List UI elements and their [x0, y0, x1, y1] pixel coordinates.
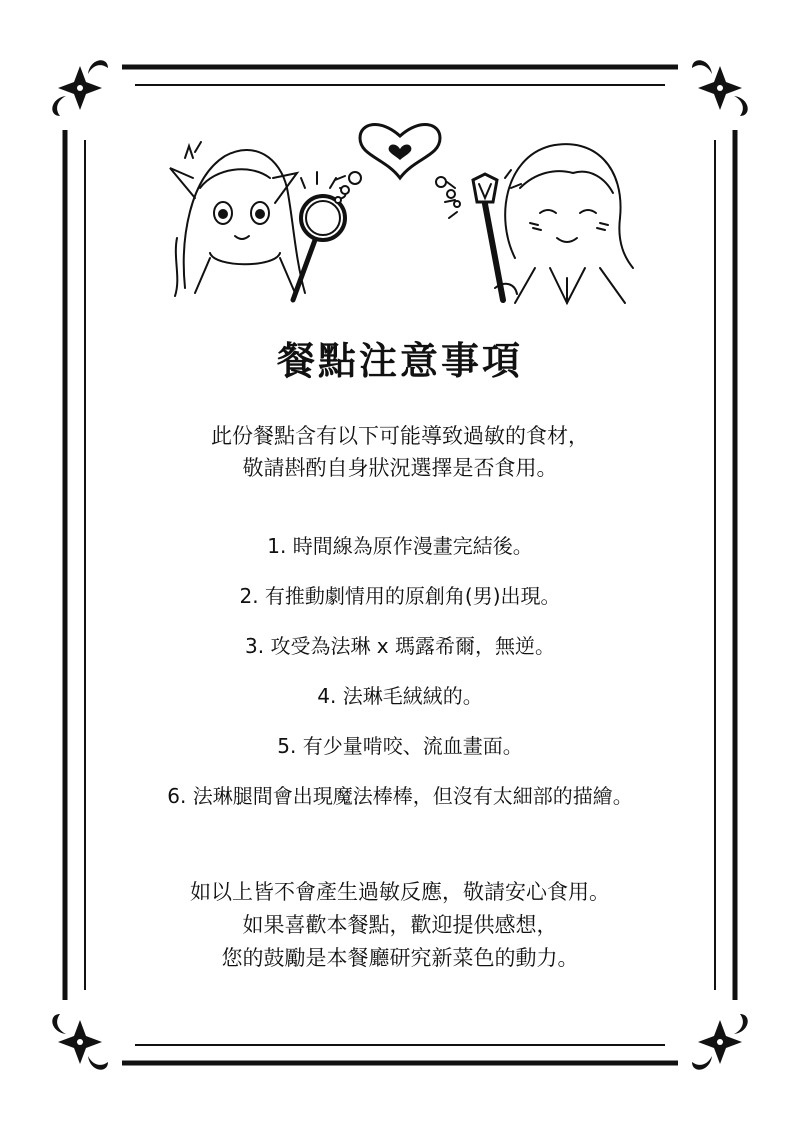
page-title: 餐點注意事項	[276, 339, 523, 383]
elf-character-illustration	[170, 142, 346, 300]
corner-ornament-top-left-icon	[52, 60, 108, 116]
closing-line: 如果喜歡本餐點，歡迎提供感想，	[242, 913, 558, 937]
corner-ornament-bottom-left-icon	[52, 1014, 108, 1070]
corner-ornament-bottom-right-icon	[692, 1014, 748, 1070]
notice-item: 3. 攻受為法琳 x 瑪露希爾，無逆。	[245, 634, 555, 658]
intro-line: 敬請斟酌自身狀況選擇是否食用。	[242, 456, 558, 480]
notice-item: 2. 有推動劇情用的原創角(男)出現。	[239, 584, 561, 608]
notice-list	[0, 530, 800, 830]
closing-line: 如以上皆不會產生過敏反應，敬請安心食用。	[190, 880, 610, 904]
notice-item: 1. 時間線為原作漫畫完結後。	[267, 534, 533, 558]
heart-bubble-icon	[335, 124, 460, 207]
notice-item: 5. 有少量啃咬、流血畫面。	[277, 734, 523, 758]
dark-elf-character-illustration	[445, 144, 633, 303]
closing-paragraph	[0, 876, 800, 975]
header-illustration	[155, 118, 645, 308]
closing-line: 您的鼓勵是本餐廳研究新菜色的動力。	[221, 946, 579, 970]
notice-item: 4. 法琳毛絨絨的。	[317, 684, 483, 708]
notice-item: 6. 法琳腿間會出現魔法棒棒，但沒有太細部的描繪。	[167, 784, 633, 808]
intro-paragraph	[0, 420, 800, 484]
corner-ornament-top-right-icon	[692, 60, 748, 116]
intro-line: 此份餐點含有以下可能導致過敏的食材，	[211, 424, 589, 448]
